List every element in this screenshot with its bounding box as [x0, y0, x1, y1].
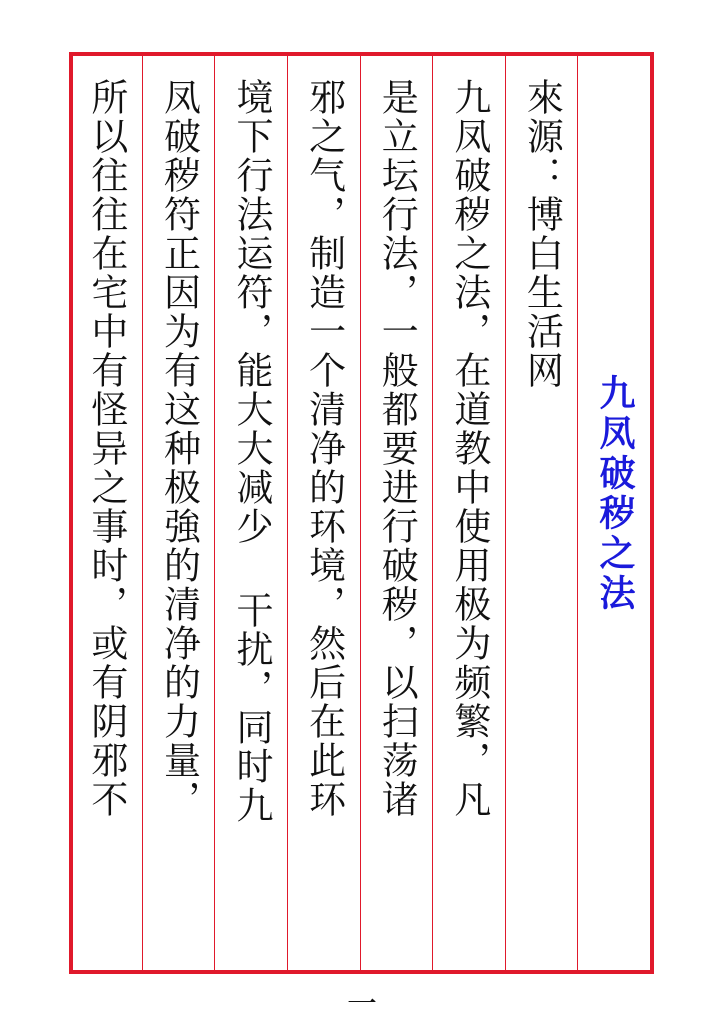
body-line-5: 凤破秽符正因为有这种极強的清净的力量，: [142, 56, 215, 970]
page-title: 九凤破秽之法: [577, 56, 650, 970]
page-frame: [69, 52, 654, 974]
body-line-3: 邪之气，制造一个清净的环境，然后在此环: [287, 56, 360, 970]
body-line-1: 九凤破秽之法，在道教中使用极为频繁，凡: [432, 56, 505, 970]
source-line: 來源：博白生活网: [505, 56, 578, 970]
body-line-6: 所以往往在宅中有怪异之事时，或有阴邪不: [84, 78, 128, 819]
body-line-2: 是立坛行法，一般都要进行破秽，以扫荡诸: [360, 56, 433, 970]
body-line-4: 境下行法运符，能大大减少 干扰，同时九: [214, 56, 287, 970]
page-number: 一: [347, 987, 377, 1022]
